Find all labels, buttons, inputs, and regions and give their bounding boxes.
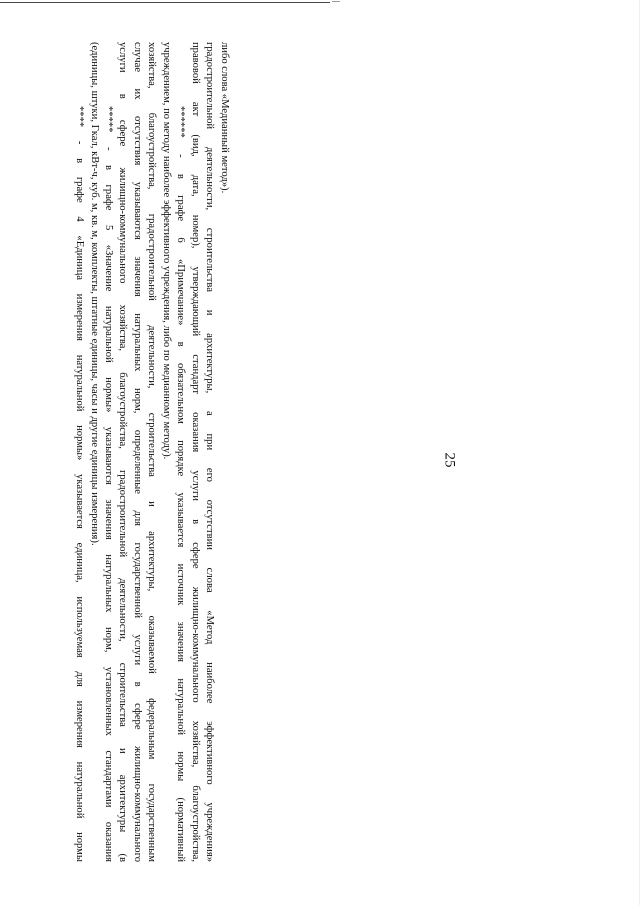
footnote-6-line-2: правовой акт (вид, дата, номер), утверждающий стандарт оказания услуги в сфере жилищно-коммунального хозяйства, благоустройства, [190,42,201,862]
page-number: 25 [441,452,458,468]
scan-border-mark [332,1,340,2]
footnote-5-line-2: услуги в сфере жилищно-коммунального хозяйства, благоустройства, градостроительной деятельности, строительства и архитектуры (в [117,42,128,862]
footnote-4-line-2: (единицы, штуки, Гкал, кВт-ч, куб. м, кв. м, комплекты, штатные единицы, часы и другие единицы измерения). [89,42,100,546]
footnote-6-line-1: ****** - в графе 6 «Примечание» в обязательном порядке указывается источник значения натуральной нормы (нормативный [175,106,186,862]
footnote-5-line-4: хозяйства, благоустройства, градостроительной деятельности, строительства и архитектуры, оказываемой федеральным государственным [146,42,157,862]
footnote-5-line-1: ***** - в графе 5 «Значение натуральной нормы» указываются значения натуральных норм, установленных стандартами оказания [103,106,114,862]
scan-border-line [0,2,330,3]
footnote-6-line-4: либо слова «Медианный метод»). [219,42,230,194]
footnote-4-line-1: **** - в графе 4 «Единица измерения натуральной нормы» указывается единица, используемая для измерения натуральной нормы [74,106,85,862]
footnote-6-line-3: градостроительной деятельности, строительства и архитектуры, а при его отсутствии слова «Метод наиболее эффективного учреждения» [204,42,215,862]
footnote-5-line-5: учреждением, по методу наиболее эффективного учреждения, либо по медианному методу). [161,42,172,460]
footnote-5-line-3: случае их отсутствия указываются значения натуральных норм, определенные для государственной услуги в сфере жилищно-коммунального [132,42,143,862]
